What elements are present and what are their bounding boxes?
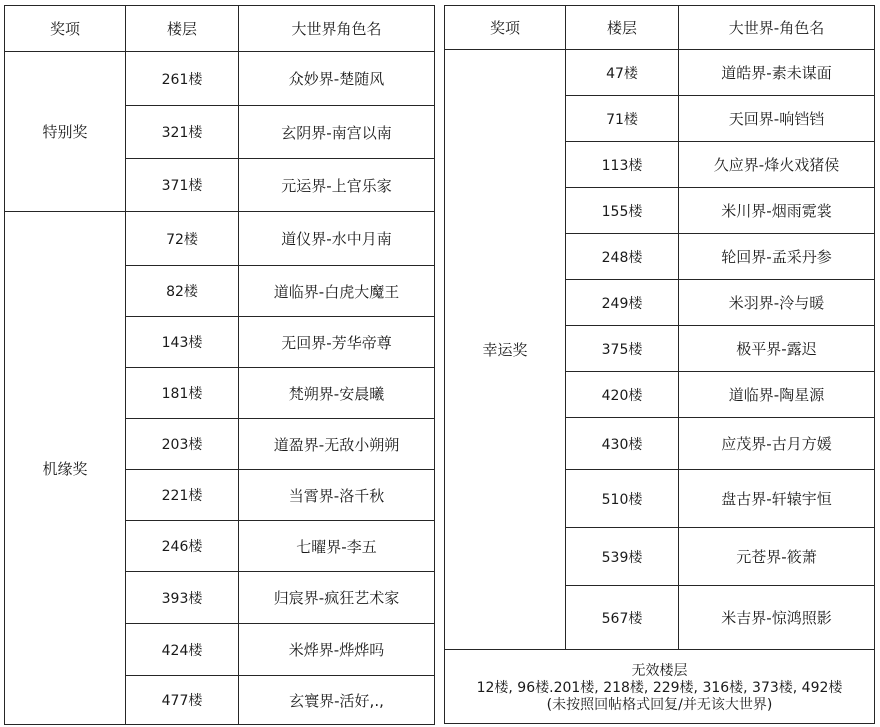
name-cell: 梵朔界-安晨曦 [239,368,435,419]
name-cell: 归宸界-疯狂艺术家 [239,572,435,624]
floor-cell: 393楼 [126,572,239,624]
floor-cell: 539楼 [566,528,679,586]
floor-cell: 371楼 [126,159,239,212]
invalid-floors-list: 12楼, 96楼.201楼, 218楼, 229楼, 316楼, 373楼, 492楼 [476,679,843,696]
table-header-row [5,6,435,52]
floor-cell: 477楼 [126,676,239,725]
floor-cell: 155楼 [566,188,679,234]
floor-cell: 420楼 [566,372,679,418]
name-cell: 米川界-烟雨霓裳 [679,188,875,234]
floor-cell: 72楼 [126,212,239,266]
floor-cell: 113楼 [566,142,679,188]
floor-cell: 261楼 [126,52,239,106]
table-header-row [445,6,875,50]
name-cell: 道临界-陶星源 [679,372,875,418]
left-winners-table [4,5,435,725]
name-cell: 道临界-白虎大魔王 [239,266,435,317]
name-cell: 元运界-上官乐家 [239,159,435,212]
floor-cell: 221楼 [126,470,239,521]
floor-cell: 47楼 [566,50,679,96]
floor-cell: 430楼 [566,418,679,470]
table-row [5,52,435,106]
floor-cell: 181楼 [126,368,239,419]
name-cell: 轮回界-孟采丹参 [679,234,875,280]
name-cell: 米烨界-烨烨吗 [239,624,435,676]
header-prize: 奖项 [445,6,566,50]
name-cell: 极平界-露迟 [679,326,875,372]
name-cell: 众妙界-楚随风 [239,52,435,106]
invalid-floors-title: 无效楼层 [631,662,688,679]
floor-cell: 248楼 [566,234,679,280]
invalid-floors-cell [445,650,875,724]
floor-cell: 82楼 [126,266,239,317]
table-row [5,212,435,266]
header-character-name: 大世界角色名 [239,6,435,52]
name-cell: 应茂界-古月方媛 [679,418,875,470]
name-cell: 道皓界-素未谋面 [679,50,875,96]
floor-cell: 510楼 [566,470,679,528]
prize-cell-fortune: 机缘奖 [5,212,126,725]
table-row [445,50,875,96]
name-cell: 米羽界-泠与暖 [679,280,875,326]
header-prize: 奖项 [5,6,126,52]
floor-cell: 424楼 [126,624,239,676]
prize-cell-special: 特别奖 [5,52,126,212]
header-character-name: 大世界-角色名 [679,6,875,50]
name-cell: 元苍界-筱萧 [679,528,875,586]
name-cell: 道仪界-水中月南 [239,212,435,266]
name-cell: 玄寰界-活好,., [239,676,435,725]
floor-cell: 375楼 [566,326,679,372]
name-cell: 当霄界-洛千秋 [239,470,435,521]
name-cell: 天回界-响铛铛 [679,96,875,142]
floor-cell: 203楼 [126,419,239,470]
name-cell: 道盈界-无敌小朔朔 [239,419,435,470]
invalid-floors-note: (未按照回帖格式回复/并无该大世界) [546,696,773,713]
floor-cell: 246楼 [126,521,239,572]
floor-cell: 249楼 [566,280,679,326]
name-cell: 久应界-烽火戏猪侯 [679,142,875,188]
name-cell: 无回界-芳华帝尊 [239,317,435,368]
floor-cell: 321楼 [126,106,239,159]
name-cell: 玄阴界-南宫以南 [239,106,435,159]
right-winners-table [444,5,875,724]
name-cell: 七曜界-李五 [239,521,435,572]
name-cell: 盘古界-轩辕宇恒 [679,470,875,528]
floor-cell: 71楼 [566,96,679,142]
prize-cell-lucky: 幸运奖 [445,50,566,650]
header-floor: 楼层 [126,6,239,52]
floor-cell: 567楼 [566,586,679,650]
floor-cell: 143楼 [126,317,239,368]
header-floor: 楼层 [566,6,679,50]
invalid-floors-row [445,650,875,724]
name-cell: 米吉界-惊鸿照影 [679,586,875,650]
